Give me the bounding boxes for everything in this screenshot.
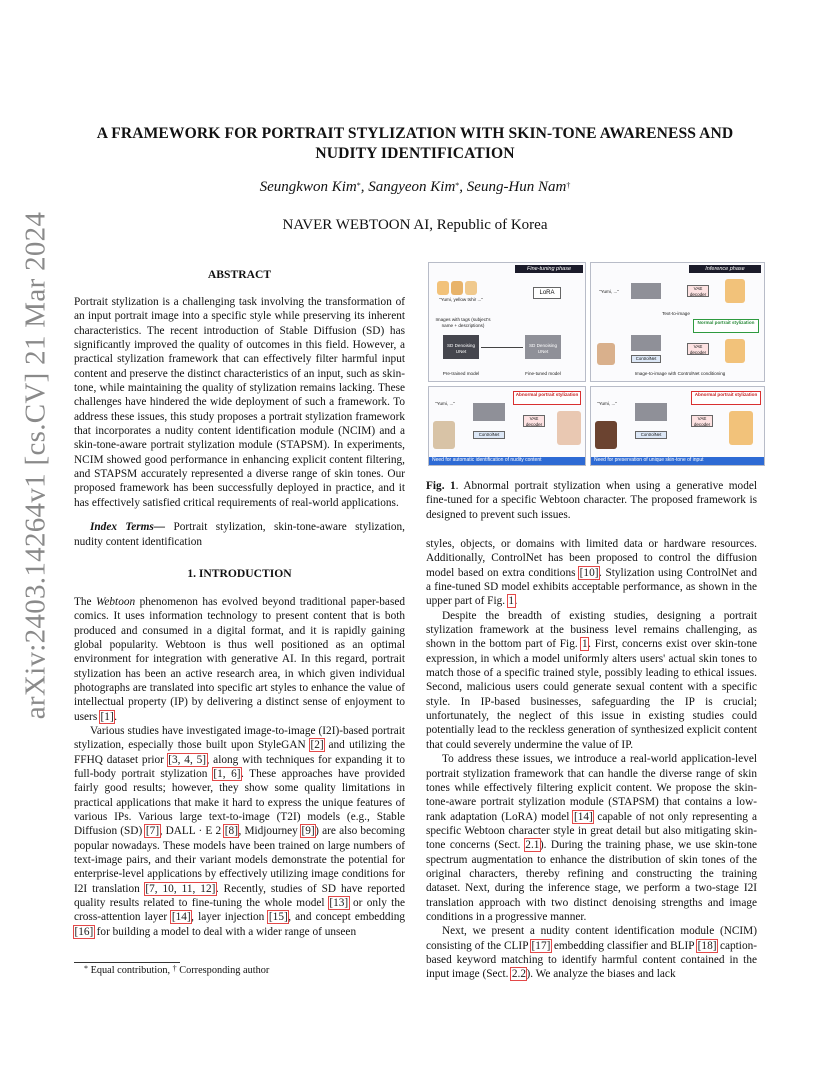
controlnet-box: ControlNet <box>635 431 667 439</box>
text-run: caption-based keyword matching to identify harmful content contained in the input image (Sect. <box>426 939 758 981</box>
footnote-mark: * <box>84 964 88 973</box>
character-thumbnail <box>451 281 463 295</box>
author-name: Seungkwon Kim <box>259 179 357 195</box>
nudity-need-bar: Need for automatic identification of nudity content <box>429 457 585 465</box>
author-mark: † <box>566 181 571 190</box>
text-run: , Midjourney <box>238 825 301 838</box>
inference-label: Inference phase <box>689 265 761 273</box>
text-run: phenomenon has evolved beyond traditional paper-based comics. It uses information technology to present content that is both produced and consumed in a digital format, and it is rapidly gaining global popularity. Webtoon is thus well positioned as an optimal environment for integration with generative AI. In this regard, portrait stylization has been an active research area, in which given individual photographs are translated into specific art styles to enhance the value of intellectual property (IP) by delivering a distinct sense of enjoyment to users <box>74 595 405 723</box>
controlnet-box: ControlNet <box>473 431 505 439</box>
yumi-prompt: "Yumi, ..." <box>435 401 455 406</box>
text-run: Despite the breadth of existing studies, designing a portrait stylization framework at the business level remains challenging, as shown in the bottom part of Fig. <box>426 609 757 651</box>
text-run: , DALL · E 2 <box>159 825 225 838</box>
citation-link[interactable]: [9] <box>301 825 315 838</box>
text-run: capable of not only representing a specific Webtoon character style in great detail but also mitigating skin-tone concerns (Sect. <box>426 810 757 852</box>
section-link[interactable]: 2.2 <box>511 968 526 981</box>
text-run: . First, concerns exist over skin-tone expression, in which a model uniformly alters users' actual skin tones to match those of a specific trained style, possibly leading to ethical issues. Second, malicious users could generate sexual content with a specific style. In IP-based businesses, safeguarding the IP is crucial; unfortunately, the neglect of this issue in existing studies could potentially lead to the reckless generation of synthesized explicit content that could severely undermine the value of IP. <box>426 638 757 751</box>
text-run: and utilizing the FFHQ dataset prior <box>74 739 405 766</box>
index-terms-label: Index Terms— <box>90 521 166 534</box>
pretrained-label: Pre-trained model <box>442 371 480 376</box>
character-thumbnail <box>465 281 477 295</box>
text-run: , layer injection <box>191 911 269 924</box>
unet-shape <box>473 403 505 421</box>
inference-panel <box>590 262 765 382</box>
abstract-heading: ABSTRACT <box>207 268 272 281</box>
right-paragraph-2 <box>426 609 757 752</box>
vae-box: VAE decoder <box>523 415 545 427</box>
text-run: The <box>74 595 97 608</box>
citation-link[interactable]: [7, 10, 11, 12] <box>145 882 216 895</box>
footnote <box>84 964 269 977</box>
light-skin-output-thumbnail <box>729 411 753 445</box>
text-run: To address these issues, we introduce a real-world application-level portrait stylization framework that can handle the diverse range of skin tones while effectively filtering explicit content. We propose the skin-tone-aware portrait stylization module (STAPSM) that contains a low-rank adaptation (LoRA) model <box>426 753 757 823</box>
caption-label: Fig. 1 <box>426 480 456 492</box>
right-column <box>426 537 757 982</box>
citation-link[interactable]: [7] <box>145 825 160 838</box>
abnormal-badge: Abnormal portrait stylization <box>513 391 581 405</box>
right-paragraph-4 <box>426 924 757 981</box>
arxiv-stamp-text: arXiv:2403.14264v1 [cs.CV] 21 Mar 2024 <box>19 211 52 719</box>
normal-badge: Normal portrait stylization <box>693 319 759 333</box>
text-run: ). During the training phase, we use skin-tone spectrum augmentation to enhance the distribution of skin tones of the original characters, thereby refining and constructing the training dataset. Next, during the inference stage, we perform a two-stage I2I translation approach with two distinct denoising strengths and image conditions in a progressive manner. <box>426 839 757 923</box>
text-run: . These approaches have provided fairly good results; however, they show some quality limitations in practical applications that make it hard to express the unique features of various IPs. Various large text-to-image (T2I) models (e.g., Stable Diffusion (SD) <box>74 767 405 838</box>
author-mark: * <box>455 181 460 190</box>
unet-shape <box>631 283 661 299</box>
text-run: . Stylization using ControlNet and a fine-tuned SD model exhibits acceptable performance, as shown in the upper part of Fig. <box>426 566 757 608</box>
input-photo-thumbnail <box>597 343 615 365</box>
unet-shape <box>631 335 661 351</box>
right-paragraph-1 <box>426 537 757 609</box>
controlnet-box: ControlNet <box>631 355 661 363</box>
finetuned-unet-label: SD Denoising UNet <box>528 343 558 354</box>
citation-link[interactable]: [14] <box>573 810 593 823</box>
text-run: , and concept embedding <box>288 911 406 924</box>
figure-caption <box>426 479 757 522</box>
citation-link[interactable]: [14] <box>171 911 191 924</box>
footnote-rule <box>74 962 180 963</box>
figure-link[interactable]: 1 <box>508 595 515 608</box>
citation-link[interactable]: [3, 4, 5] <box>168 753 207 766</box>
intro-paragraph-1 <box>74 595 405 724</box>
citation-link[interactable]: [10] <box>579 566 599 579</box>
text-run: . <box>514 595 518 608</box>
finetune-label: Fine-tuning phase <box>515 265 583 273</box>
arrow <box>481 347 523 348</box>
caption-text: . Abnormal portrait stylization when using a generative model fine-tuned for a specific Webtoon character. The proposed framework is designed to prevent such issues. <box>426 480 757 521</box>
citation-link[interactable]: [13] <box>329 897 349 910</box>
t2i-label: Text-to-image <box>662 311 690 316</box>
unet-shape <box>635 403 667 421</box>
text-run: for building a model to deal with a wider range of unseen <box>93 925 357 938</box>
text-run: ). We analyze the biases and lack <box>526 968 676 981</box>
citation-link[interactable]: [1] <box>100 710 114 723</box>
paper-title: A FRAMEWORK FOR PORTRAIT STYLIZATION WITH SKIN-TONE AWARENESS AND NUDITY IDENTIFICATION <box>96 125 734 162</box>
author-list <box>70 178 760 197</box>
lora-box: LoRA <box>533 287 561 299</box>
text-run: ) are also becoming popular nowadays. These models have been trained on large numbers of text-image pairs, and their variant models demonstrate the potential for enterprise-level applications by effectively utilizing image conditions for I2I translation <box>74 825 405 895</box>
citation-link[interactable]: [2] <box>310 739 324 752</box>
text-run: Next, we present a nudity content identification module (NCIM) consisting of the CLIP <box>426 925 757 952</box>
emphasis-webtoon: Webtoon <box>96 595 136 608</box>
arxiv-stamp <box>2 211 70 719</box>
vae-box: VAE decoder <box>687 343 709 355</box>
left-column <box>74 268 405 939</box>
yumi-prompt: "Yumi, yellow tshir ..." <box>439 297 483 302</box>
figure-link[interactable]: 1 <box>581 638 588 651</box>
intro-paragraph-2 <box>74 724 405 939</box>
footnote-text: Corresponding author <box>176 965 270 976</box>
text-run: embedding classifier and BLIP <box>550 939 698 952</box>
author-separator: , <box>459 179 467 195</box>
blurred-output-thumbnail <box>557 411 581 445</box>
author-mark: * <box>356 181 361 190</box>
author-name: Sangyeon Kim <box>368 179 456 195</box>
footnote-mark: † <box>172 964 177 973</box>
finetune-panel <box>428 262 586 382</box>
blurred-input-thumbnail <box>433 421 455 449</box>
dark-skin-input-thumbnail <box>595 421 617 449</box>
pretrained-unet-label: SD Denoising UNet <box>446 343 476 354</box>
text-run: or only the cross-attention layer <box>74 897 405 924</box>
yumi-prompt: "Yumi, ..." <box>599 289 619 294</box>
finetuned-label: Fine-tuned model <box>525 371 561 376</box>
text-run: Various studies have investigated image-to-image (I2I)-based portrait stylization, especially those built upon StyleGAN <box>74 724 405 752</box>
citation-link[interactable]: [16] <box>74 925 94 938</box>
skintone-need-bar: Need for preservation of unique skin-tone of input <box>591 457 764 465</box>
abnormal-badge: Abnormal portrait stylization <box>691 391 761 405</box>
abstract-body: Portrait stylization is a challenging task involving the transformation of an input portrait image into a specific style while preserving its inherent characteristics. The recent introduction of Stable Diffusion (SD) has significantly improved the quality of outcomes in this field. However, a practical stylization framework that can effectively filter harmful input content and preserve the distinct characteristics of an input, such as skin-tone, while maintaining the quality of stylization remains lacking. These challenges have hindered the wide deployment of such a framework. To address these issues, this study proposes a portrait stylization framework that incorporates a nudity content identification module (NCIM) and a skin-tone-aware portrait stylization module (STAPSM). In experiments, NCIM showed good performance in enhancing explicit content filtering, and STAPSM accurately represented a diverse range of skin tones. Our proposed framework has been successfully deployed in practice, and it has effectively satisfied critical requirements of real-world applications. <box>74 296 405 509</box>
vae-box: VAE decoder <box>691 415 713 427</box>
figure-1 <box>428 262 765 470</box>
vae-box: VAE decoder <box>687 285 709 297</box>
affiliation: NAVER WEBTOON AI, Republic of Korea <box>282 217 548 233</box>
text-run: . Recently, studies of SD have reported quality results related to fine-tuning the whole model <box>74 882 405 910</box>
author-separator: , <box>360 179 369 195</box>
right-paragraph-3 <box>426 752 757 924</box>
text-run: , along with techniques for expanding it to full-body portrait stylization <box>74 753 405 780</box>
output-thumbnail <box>725 279 745 303</box>
index-terms-text: Portrait stylization, skin-tone-aware stylization, nudity content identification <box>74 521 405 548</box>
text-run: styles, objects, or domains with limited data or hardware resources. Additionally, ControlNet has been proposed to control the diffusion model based on extra conditions <box>426 538 757 579</box>
footnote-text: Equal contribution, <box>88 965 173 976</box>
citation-link[interactable]: [8] <box>224 825 238 838</box>
citation-link[interactable]: [18] <box>697 939 717 952</box>
intro-heading: 1. INTRODUCTION <box>187 566 292 580</box>
images-tags-label: Images with tags (subject's name + descriptions) <box>435 317 491 328</box>
nudity-panel <box>428 386 586 466</box>
yumi-prompt: "Yumi, ..." <box>597 401 617 406</box>
output-thumbnail <box>725 339 745 363</box>
citation-link[interactable]: [17] <box>531 939 551 952</box>
text-run: . <box>114 710 118 723</box>
i2i-label: Image-to-image with ControlNet conditioning <box>634 371 726 376</box>
section-link[interactable]: 2.1 <box>525 839 540 852</box>
citation-link[interactable]: [15] <box>268 911 288 924</box>
citation-link[interactable]: [1, 6] <box>213 767 241 780</box>
author-name: Seung-Hun Nam <box>466 179 567 195</box>
character-thumbnail <box>437 281 449 295</box>
skintone-panel <box>590 386 765 466</box>
index-terms <box>74 520 405 549</box>
